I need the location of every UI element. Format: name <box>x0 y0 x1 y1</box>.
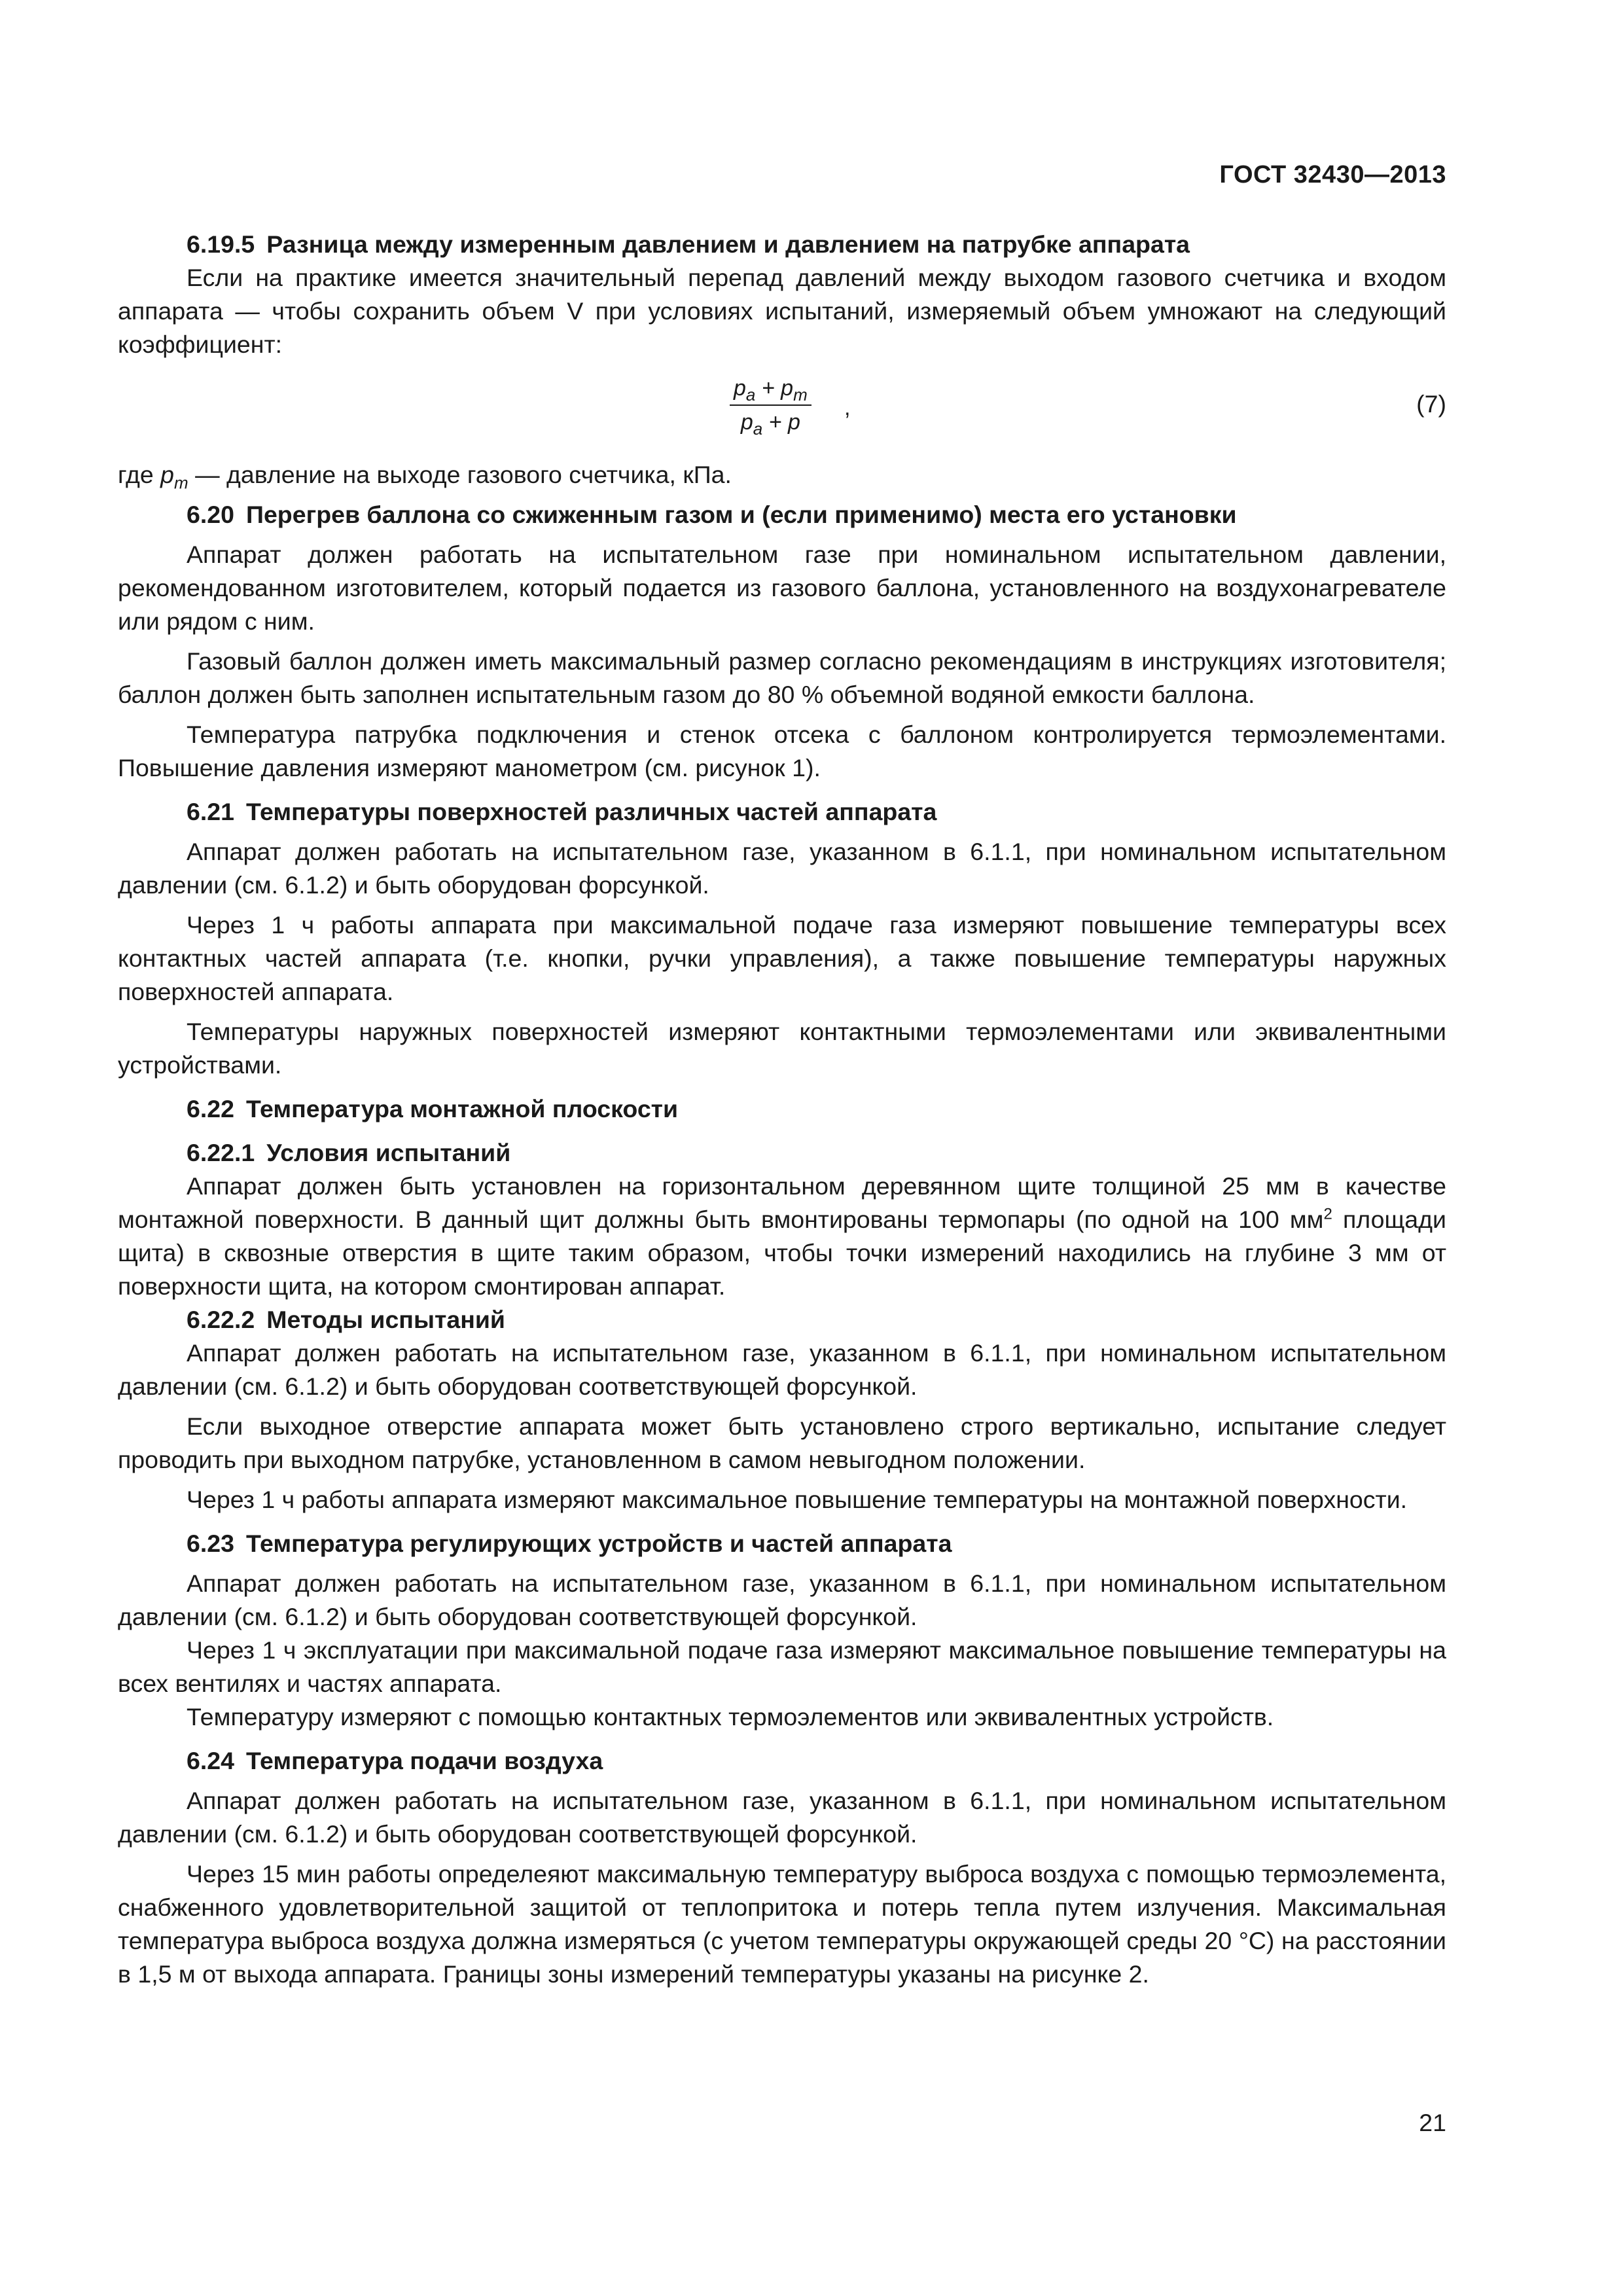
formula-comma: , <box>844 395 851 420</box>
fraction-numerator: $p_a + p_m$ <box>734 376 808 404</box>
section-heading-6-22-2 <box>118 1303 1446 1336</box>
paragraph: Температуры наружных поверхностей измеряют контактными термоэлементами или эквивалентными устройствами. <box>118 1018 1446 1079</box>
formula-7 <box>118 367 1446 458</box>
section-number: 6.24 <box>187 1747 234 1774</box>
paragraph: Аппарат должен работать на испытательном газе, указанном в 6.1.1, при номинальном испытательном давлении (см. 6.1.2) и быть оборудован соответствующей форсункой. <box>118 1339 1446 1400</box>
paragraph: Через 1 ч эксплуатации при максимальной подаче газа измеряют максимальное повышение температуры на всех вентилях и частях аппарата. <box>118 1636 1446 1697</box>
section-heading-6-23 <box>118 1527 1446 1560</box>
paragraph: Аппарат должен быть установлен на горизонтальном деревянном щите толщиной 25 мм в качестве монтажной поверхности. В данный щит должны быть вмонтированы термопары (по одной на 100 $мм^2$ площади щита) в сквозные отверстия в щите таким образом, чтобы точки измерений находились на глубине 3 мм от поверхности щита, на котором смонтирован аппарат. <box>118 1172 1446 1300</box>
section-title: Условия испытаний <box>266 1139 511 1166</box>
paragraph: Аппарат должен работать на испытательном газе, указанном в 6.1.1, при номинальном испытательном давлении (см. 6.1.2) и быть оборудован соответствующей форсункой. <box>118 1570 1446 1630</box>
document-body <box>118 228 1446 1991</box>
fraction <box>730 373 812 437</box>
paragraph: Если на практике имеется значительный перепад давлений между выходом газового счетчика и входом аппарата — чтобы сохранить объем V при условиях испытаний, измеряемый объем умножают на следующий коэффициент: <box>118 264 1446 358</box>
paragraph: Температуру измеряют с помощью контактных термоэлементов или эквивалентных устройств. <box>187 1703 1274 1731</box>
section-title: Перегрев баллона со сжиженным газом и (если применимо) места его установки <box>246 501 1237 528</box>
section-number: 6.22 <box>187 1095 234 1122</box>
section-title: Температуры поверхностей различных частей аппарата <box>246 798 937 825</box>
section-number: 6.22.1 <box>187 1139 255 1166</box>
section-heading-6-22-1 <box>118 1136 1446 1170</box>
section-number: 6.23 <box>187 1530 234 1557</box>
where-clause: где $p_m$ — давление на выходе газового счетчика, кПа. <box>118 461 732 493</box>
section-heading-6-24 <box>118 1744 1446 1778</box>
document-code: ГОСТ 32430—2013 <box>1219 161 1446 188</box>
section-number: 6.19.5 <box>187 230 255 258</box>
section-number: 6.21 <box>187 798 234 825</box>
fraction-bar <box>730 404 812 406</box>
section-title: Температура монтажной плоскости <box>246 1095 679 1122</box>
paragraph: Аппарат должен работать на испытательном газе, указанном в 6.1.1, при номинальном испытательном давлении (см. 6.1.2) и быть оборудован форсункой. <box>118 838 1446 899</box>
paragraph: Через 1 ч работы аппарата измеряют максимальное повышение температуры на монтажной поверхности. <box>187 1486 1408 1513</box>
paragraph: Аппарат должен работать на испытательном газе при номинальном испытательном давлении, рекомендованном изготовителем, который подается из газового баллона, установленного на воздухонагревателе или рядом с ним. <box>118 541 1446 635</box>
section-heading-6-22 <box>118 1092 1446 1126</box>
section-title: Методы испытаний <box>266 1306 505 1333</box>
paragraph: Газовый баллон должен иметь максимальный размер согласно рекомендациям в инструкциях изготовителя; баллон должен быть заполнен испытательным газом до 80 % объемной водяной емкости баллона. <box>118 647 1446 708</box>
paragraph: Аппарат должен работать на испытательном газе, указанном в 6.1.1, при номинальном испытательном давлении (см. 6.1.2) и быть оборудован соответствующей форсункой. <box>118 1787 1446 1848</box>
equation-number: (7) <box>1416 390 1446 418</box>
section-number: 6.22.2 <box>187 1306 255 1333</box>
section-heading-6-19-5 <box>118 228 1446 261</box>
section-title: Температура подачи воздуха <box>246 1747 603 1774</box>
section-title: Температура регулирующих устройств и частей аппарата <box>246 1530 952 1557</box>
section-heading-6-20 <box>118 498 1446 531</box>
paragraph: Если выходное отверстие аппарата может быть установлено строго вертикально, испытание следует проводить при выходном патрубке, установленном в самом невыгодном положении. <box>118 1412 1446 1473</box>
page-number: 21 <box>1419 2109 1446 2136</box>
paragraph: Температура патрубка подключения и стенок отсека с баллоном контролируется термоэлементами. Повышение давления измеряют манометром (см. рисунок 1). <box>118 721 1446 781</box>
fraction-denominator: $p_a + p$ <box>740 410 800 439</box>
section-heading-6-21 <box>118 795 1446 829</box>
paragraph: Через 1 ч работы аппарата при максимальной подаче газа измеряют повышение температуры всех контактных частей аппарата (т.е. кнопки, ручки управления), а также повышение температуры наружных поверхностей аппарата. <box>118 911 1446 1005</box>
paragraph: Через 15 мин работы определеяют максимальную температуру выброса воздуха с помощью термоэлемента, снабженного удовлетворительной защитой от теплопритока и потерь тепла путем излучения. Максимальная температура выброса воздуха должна измеряться (с учетом температуры окружающей среды 20 °С) на расстоянии в 1,5 м от выхода аппарата. Границы зоны измерений температуры указаны на рисунке 2. <box>118 1860 1446 1988</box>
section-number: 6.20 <box>187 501 234 528</box>
document-page <box>118 0 1446 2296</box>
section-title: Разница между измеренным давлением и давлением на патрубке аппарата <box>266 230 1190 258</box>
